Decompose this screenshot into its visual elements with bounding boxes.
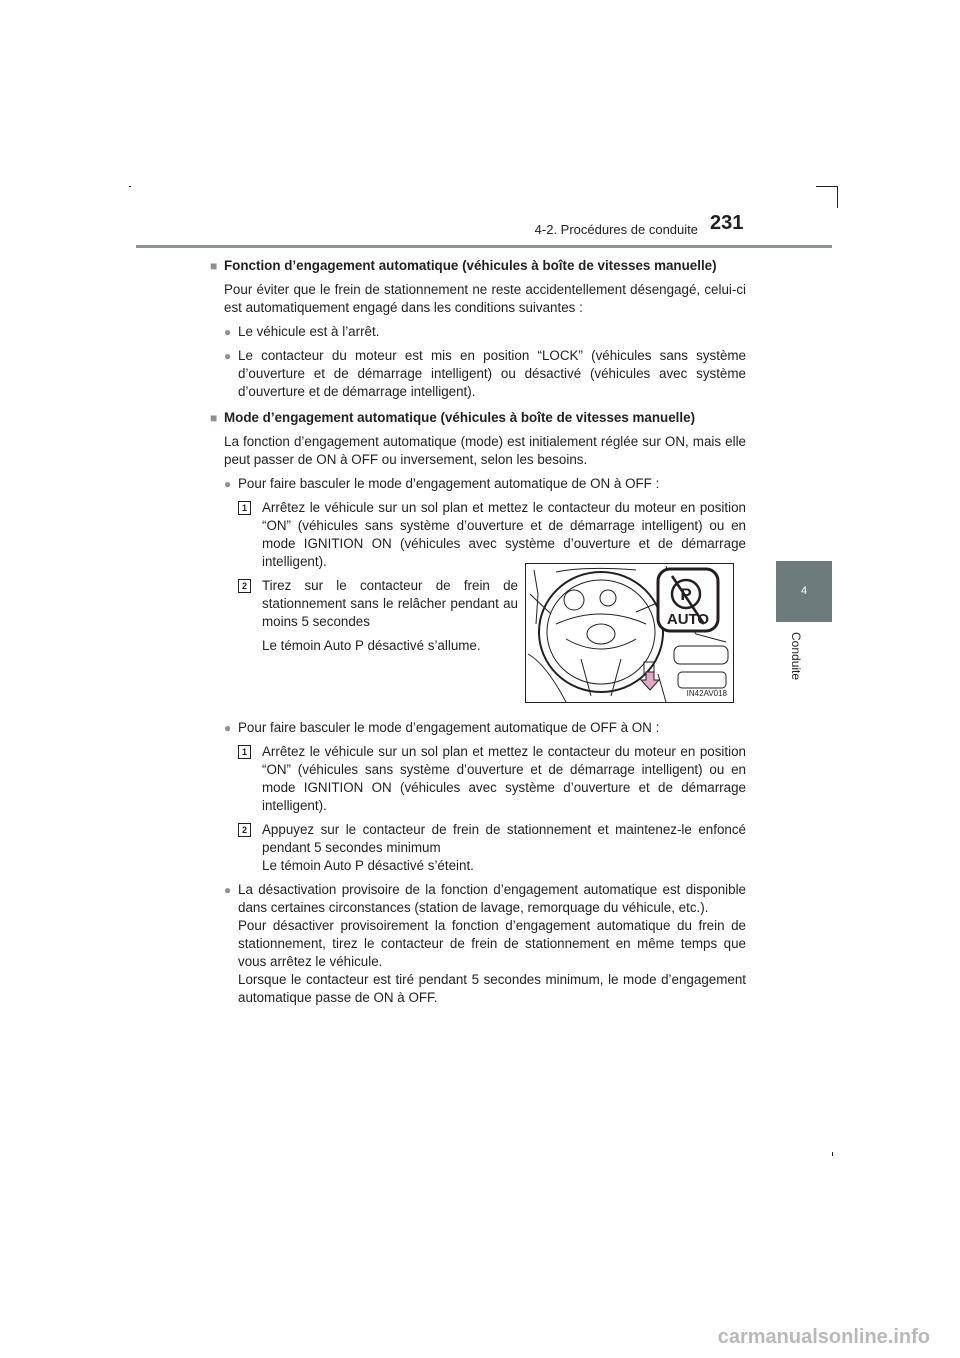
dot-bullet-icon: ● [224, 477, 232, 491]
dot-bullet-icon: ● [224, 325, 232, 339]
crop-mark [832, 1152, 833, 1156]
step-number: 1 [238, 501, 251, 515]
step-item [238, 821, 746, 875]
dot-bullet-icon: ● [224, 883, 232, 897]
badge-letter: P [680, 585, 692, 604]
section-heading [210, 409, 746, 427]
section-heading [210, 257, 746, 275]
badge-text: AUTO [666, 611, 710, 628]
dot-bullet-icon: ● [224, 349, 232, 363]
crop-mark [816, 186, 838, 187]
crop-mark [129, 186, 131, 187]
step-text: Appuyez sur le contacteur de frein de stationnement et maintenez-le enfoncé pendant 5 secondes minimum [262, 822, 746, 855]
step-text: Arrêtez le véhicule sur un sol plan et mettez le contacteur du moteur en position “ON” (véhicules sans système d’ouverture et de démarrage intelligent) ou en mode IGNITION ON (véhicules avec système d’ouverture et de démarrage intelligent). [262, 500, 746, 569]
page-number: 231 [710, 212, 744, 234]
list-item-text: Pour désactiver provisoirement la fonction d’engagement automatique du frein de stationnement, tirez le contacteur de frein de stationnement en même temps que vous arrêtez le véhicule. [238, 918, 746, 969]
watermark: carmanualsonline.info [717, 1326, 930, 1348]
step-note: Le témoin Auto P désactivé s’éteint. [262, 858, 474, 873]
list-item-text: Lorsque le contacteur est tiré pendant 5 secondes minimum, le mode d’engagement automatique passe de ON à OFF. [238, 972, 746, 1005]
heading-text: Mode d’engagement automatique (véhicules à boîte de vitesses manuelle) [224, 410, 696, 425]
list-item-text: Pour faire basculer le mode d’engagement automatique de ON à OFF : [238, 476, 660, 491]
list-item [224, 323, 746, 341]
square-bullet-icon: ■ [210, 411, 218, 425]
dashboard-drawing [526, 564, 733, 702]
step-number: 2 [238, 823, 251, 837]
step-number: 1 [238, 745, 251, 759]
chapter-tab[interactable]: 4 [776, 561, 832, 622]
list-item-text: Le véhicule est à l’arrêt. [238, 324, 380, 339]
step-body [262, 577, 518, 655]
square-bullet-icon: ■ [210, 259, 218, 273]
figure-code: IN42AV018 [686, 689, 727, 698]
step-item [238, 743, 746, 815]
dashboard-illustration [525, 563, 734, 703]
list-item [224, 719, 746, 737]
list-item [224, 881, 746, 1007]
paragraph: Pour éviter que le frein de stationnement ne reste accidentellement désengagé, celui-ci est automatiquement engagé dans les conditions suivantes : [224, 282, 746, 315]
list-item-body [238, 881, 746, 1007]
list-item-text: Pour faire basculer le mode d’engagement automatique de OFF à ON : [238, 720, 660, 735]
step-item [238, 499, 746, 571]
chapter-label: Conduite [789, 632, 803, 681]
list-item-text: Le contacteur du moteur est mis en position “LOCK” (véhicules sans système d’ouverture et de démarrage intelligent) ou désactivé (véhicules avec système d’ouverture et de démarrage intelligent). [238, 348, 746, 399]
heading-text: Fonction d’engagement automatique (véhicules à boîte de vitesses manuelle) [224, 258, 717, 273]
section-title: 4-2. Procédures de conduite [534, 222, 698, 237]
list-item [224, 475, 746, 493]
crop-mark [837, 186, 838, 208]
dot-bullet-icon: ● [224, 721, 232, 735]
step-text: Tirez sur le contacteur de frein de stationnement sans le relâcher pendant au moins 5 secondes [262, 578, 518, 629]
step-body [262, 821, 746, 875]
paragraph: La fonction d’engagement automatique (mode) est initialement réglée sur ON, mais elle peut passer de ON à OFF ou inversement, selon les besoins. [224, 434, 746, 467]
step-note: Le témoin Auto P désactivé s’allume. [262, 638, 481, 653]
header-rule [136, 245, 832, 248]
list-item [224, 347, 746, 401]
step-text: Arrêtez le véhicule sur un sol plan et mettez le contacteur du moteur en position “ON” (véhicules sans système d’ouverture et de démarrage intelligent) ou en mode IGNITION ON (véhicules avec système d’ouverture et de démarrage intelligent). [262, 744, 746, 813]
step-number: 2 [238, 579, 251, 593]
list-item-text: La désactivation provisoire de la fonction d’engagement automatique est disponible dans certaines circonstances (station de lavage, remorquage du véhicule, etc.). [238, 882, 746, 915]
